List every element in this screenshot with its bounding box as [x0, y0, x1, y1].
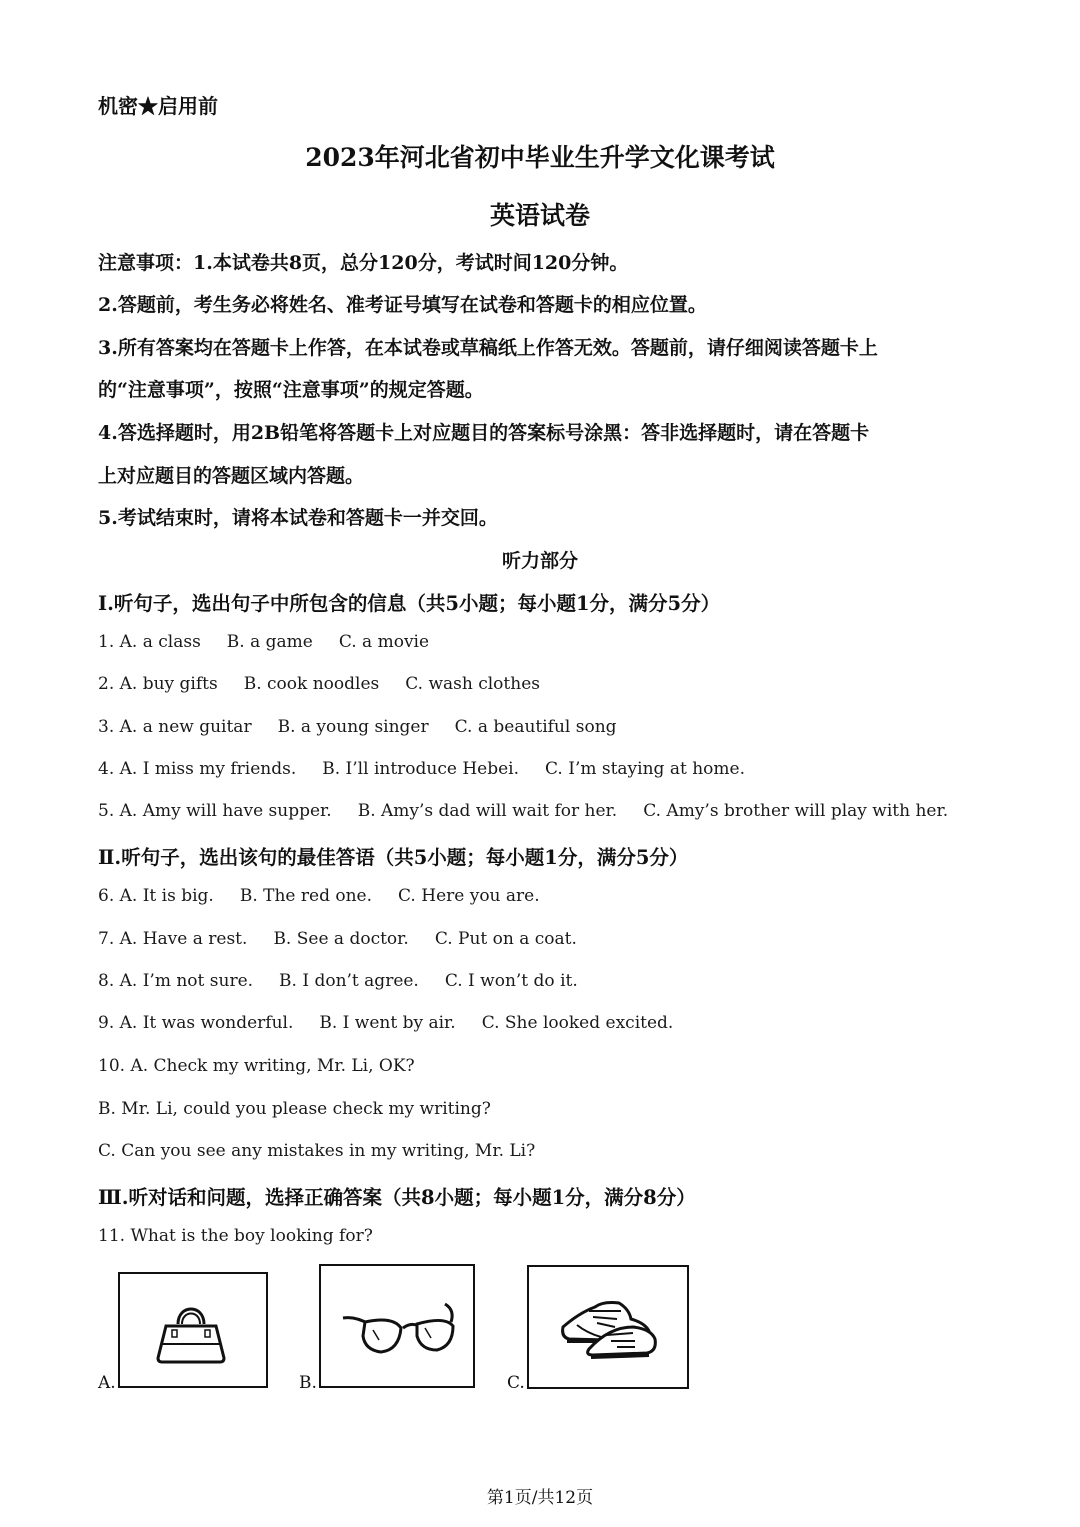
option-a: 9. A. It was wonderful. — [98, 1013, 294, 1033]
option-a: 6. A. It is big. — [98, 886, 214, 906]
option-c: C. Here you are. — [398, 886, 540, 906]
question-10-option-c: C. Can you see any mistakes in my writing, Mr. Li? — [98, 1141, 536, 1161]
notice-line: 4.答选择题时，用2B铅笔将答题卡上对应题目的答案标号涂黑：答非选择题时，请在答题卡 — [98, 422, 870, 444]
question-11-text: 11. What is the boy looking for? — [98, 1226, 373, 1246]
option-b: B. Amy’s dad will wait for her. — [357, 801, 618, 821]
section-heading: Ⅲ.听对话和问题，选择正确答案（共8小题；每小题1分，满分8分） — [98, 1186, 696, 1209]
question-row — [98, 632, 429, 652]
question-row — [98, 759, 745, 779]
option-c: C. She looked excited. — [481, 1013, 674, 1033]
option-c: C. a beautiful song — [454, 717, 617, 737]
option-b: B. I went by air. — [319, 1013, 456, 1033]
exam-subtitle: 英语试卷 — [489, 201, 590, 230]
picture-option-b — [319, 1264, 475, 1388]
page-number: 第1页/共12页 — [486, 1488, 594, 1508]
notice-line: 5.考试结束时，请将本试卷和答题卡一并交回。 — [98, 507, 498, 529]
question-row — [98, 801, 948, 821]
sneaker-icon — [529, 1267, 687, 1387]
question-row — [98, 929, 577, 949]
question-row — [98, 674, 540, 694]
notice-line: 3.所有答案均在答题卡上作答，在本试卷或草稿纸上作答无效。答题前，请仔细阅读答题卡上 — [98, 337, 878, 359]
question-row — [98, 717, 617, 737]
question-10-option-b: B. Mr. Li, could you please check my writing? — [98, 1099, 491, 1119]
section-heading: Ⅰ.听句子，选出句子中所包含的信息（共5小题；每小题1分，满分5分） — [98, 592, 721, 615]
confidential-label: 机密★启用前 — [98, 94, 218, 118]
option-b: B. I’ll introduce Hebei. — [322, 759, 520, 779]
picture-option-c — [527, 1265, 689, 1389]
notice-line: 上对应题目的答题区域内答题。 — [98, 465, 365, 487]
picture-option-letter: A. — [98, 1373, 116, 1393]
notice-line: 的“注意事项”，按照“注意事项”的规定答题。 — [98, 379, 484, 401]
option-a: 2. A. buy gifts — [98, 674, 218, 694]
question-row — [98, 1013, 673, 1033]
option-a: 5. A. Amy will have supper. — [98, 801, 332, 821]
option-c: C. Put on a coat. — [434, 929, 577, 949]
notice-line: 注意事项：1.本试卷共8页，总分120分，考试时间120分钟。 — [98, 252, 629, 274]
question-10-option-a: 10. A. Check my writing, Mr. Li, OK? — [98, 1056, 415, 1076]
picture-option-letter: C. — [507, 1373, 525, 1393]
option-b: B. I don’t agree. — [279, 971, 419, 991]
option-a: 8. A. I’m not sure. — [98, 971, 254, 991]
glasses-icon — [321, 1266, 473, 1386]
option-b: B. See a doctor. — [273, 929, 409, 949]
notice-line: 2.答题前，考生务必将姓名、准考证号填写在试卷和答题卡的相应位置。 — [98, 294, 707, 316]
option-a: 1. A. a class — [98, 632, 201, 652]
option-a: 7. A. Have a rest. — [98, 929, 248, 949]
option-b: B. The red one. — [239, 886, 373, 906]
option-b: B. a game — [226, 632, 313, 652]
option-b: B. cook noodles — [243, 674, 380, 694]
option-a: 3. A. a new guitar — [98, 717, 252, 737]
picture-option-a — [118, 1272, 268, 1388]
part-title: 听力部分 — [501, 550, 578, 572]
question-row — [98, 971, 578, 991]
section-heading: Ⅱ.听句子，选出该句的最佳答语（共5小题；每小题1分，满分5分） — [98, 846, 689, 869]
option-c: C. Amy’s brother will play with her. — [643, 801, 949, 821]
exam-title: 2023年河北省初中毕业生升学文化课考试 — [305, 143, 775, 172]
option-c: C. I’m staying at home. — [545, 759, 745, 779]
option-c: C. wash clothes — [405, 674, 540, 694]
option-b: B. a young singer — [277, 717, 429, 737]
picture-option-letter: B. — [299, 1373, 317, 1393]
option-c: C. a movie — [338, 632, 430, 652]
option-c: C. I won’t do it. — [444, 971, 578, 991]
handbag-icon — [120, 1274, 266, 1386]
option-a: 4. A. I miss my friends. — [98, 759, 297, 779]
question-row — [98, 886, 540, 906]
